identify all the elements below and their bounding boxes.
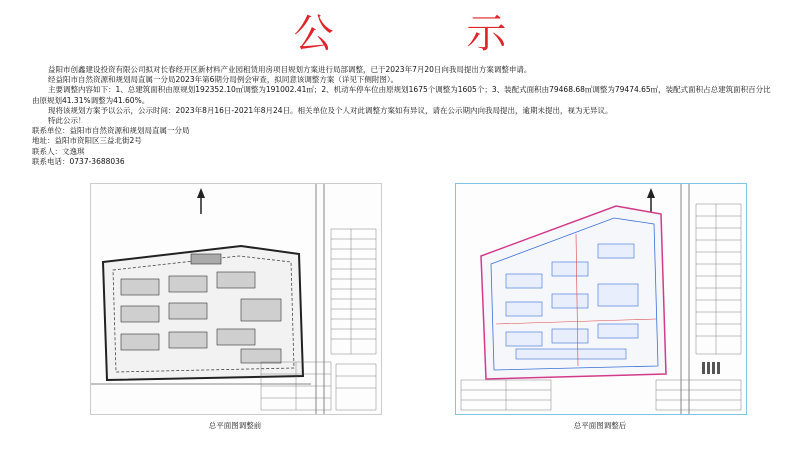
paragraph-closing: 特此公示！ bbox=[48, 116, 86, 126]
contact-person: 联系人：文逸琪 bbox=[32, 146, 85, 156]
paragraph-changes: 主要调整内容如下：1、总建筑面积由原规划192352.10㎡调整为191002.41㎡；2、机动车停车位由原规划1675个调整为1605个；3、装配式面积由79468.68㎡调整为79474.65㎡，装配式面积占总建筑面积百分比由原规划41.31%调整为41.60%。 bbox=[32, 85, 771, 105]
site-plan-after-image bbox=[455, 183, 747, 415]
contact-address: 地址：益阳市资阳区三益北街2号 bbox=[32, 136, 142, 146]
contact-block bbox=[32, 126, 777, 167]
contact-phone: 联系电话：0737-3688036 bbox=[32, 156, 125, 166]
notice-body bbox=[32, 65, 777, 167]
contact-unit: 联系单位：益阳市自然资源和规划局直属一分局 bbox=[32, 126, 190, 136]
paragraph-application: 益阳市创鑫建设投资有限公司拟对长春经开区新材料产业园租赁用房项目规划方案进行局部调整，已于2023年7月20日向我局提出方案调整申请。 bbox=[48, 65, 532, 74]
paragraph-review: 经益阳市自然资源和规划局直属一分局2023年第6期分局例会审查，拟同意该调整方案（详见下侧附图）。 bbox=[48, 75, 399, 85]
site-plan-before-image bbox=[90, 183, 382, 415]
paragraph-period: 现将该规划方案予以公示，公示时间：2023年8月16日-2021年8月24日。相关单位及个人对此调整方案如有异议，请在公示期内向我局提出，逾期未提出，视为无异议。 bbox=[48, 105, 613, 115]
site-plan-after-drawing bbox=[456, 184, 746, 414]
site-plan-before-drawing bbox=[91, 184, 381, 414]
caption-after: 总平面图调整后 bbox=[573, 421, 627, 430]
caption-before: 总平面图调整前 bbox=[208, 421, 262, 430]
notice-title: 公 示 bbox=[293, 11, 567, 57]
